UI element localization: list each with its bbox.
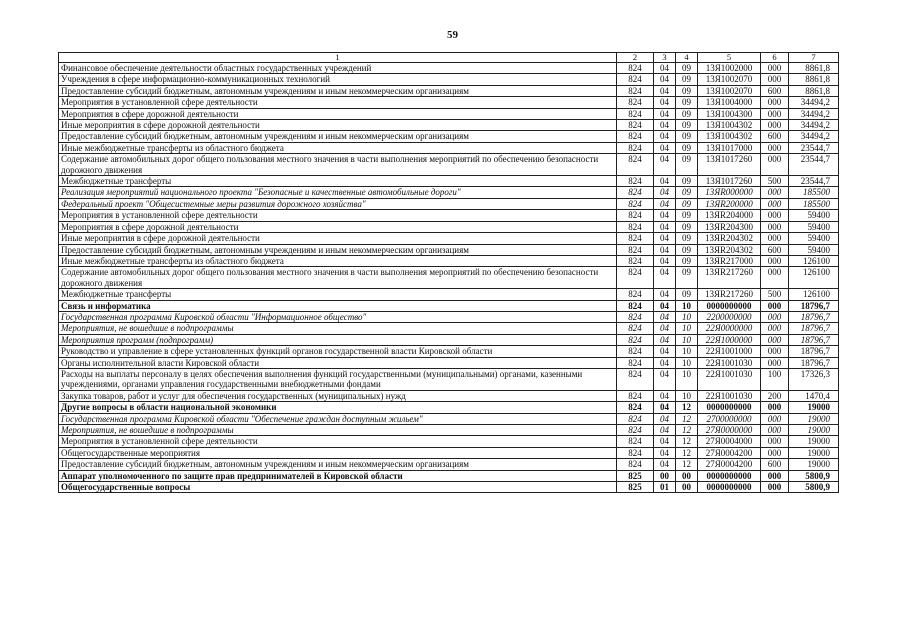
column-header: 3 <box>654 53 676 63</box>
row-name-cell: Предоставление субсидий бюджетным, автономным учреждениям и иным некоммерческим организациям <box>59 85 617 96</box>
row-ministry-code-cell: 824 <box>617 108 654 119</box>
row-name-cell: Мероприятия в сфере дорожной деятельности <box>59 108 617 119</box>
row-ministry-code-cell: 824 <box>617 221 654 232</box>
row-section-code-cell: 04 <box>654 142 676 153</box>
row-subsection-code-cell: 12 <box>676 447 698 458</box>
row-ministry-code-cell: 824 <box>617 154 654 176</box>
table-row <box>59 187 839 198</box>
row-expense-type-cell: 000 <box>761 425 789 436</box>
table-row <box>59 108 839 119</box>
row-section-code-cell: 04 <box>654 413 676 424</box>
table-row <box>59 198 839 209</box>
row-name-cell: Предоставление субсидий бюджетным, автономным учреждениям и иным некоммерческим организациям <box>59 131 617 142</box>
row-amount-cell: 34494,2 <box>789 120 839 131</box>
row-expense-type-cell: 000 <box>761 436 789 447</box>
row-target-article-cell: 13Я1004300 <box>698 108 761 119</box>
row-target-article-cell: 13Я1004302 <box>698 131 761 142</box>
row-target-article-cell: 13Я1002070 <box>698 74 761 85</box>
row-target-article-cell: 13ЯR204302 <box>698 233 761 244</box>
table-row <box>59 267 839 289</box>
column-header: 2 <box>617 53 654 63</box>
row-section-code-cell: 04 <box>654 154 676 176</box>
row-target-article-cell: 13ЯR204302 <box>698 244 761 255</box>
row-expense-type-cell: 000 <box>761 482 789 493</box>
row-section-code-cell: 01 <box>654 482 676 493</box>
row-subsection-code-cell: 12 <box>676 459 698 470</box>
row-target-article-cell: 13Я1002000 <box>698 63 761 74</box>
row-name-cell: Мероприятия в установленной сфере деятельности <box>59 97 617 108</box>
row-subsection-code-cell: 00 <box>676 470 698 481</box>
row-section-code-cell: 04 <box>654 120 676 131</box>
row-subsection-code-cell: 00 <box>676 482 698 493</box>
row-name-cell: Иные мероприятия в сфере дорожной деятельности <box>59 233 617 244</box>
row-target-article-cell: 13Я1002070 <box>698 85 761 96</box>
row-subsection-code-cell: 10 <box>676 346 698 357</box>
row-expense-type-cell: 000 <box>761 108 789 119</box>
table-row <box>59 402 839 413</box>
row-target-article-cell: 13ЯR217000 <box>698 255 761 266</box>
row-subsection-code-cell: 10 <box>676 357 698 368</box>
row-subsection-code-cell: 10 <box>676 368 698 390</box>
table-row <box>59 131 839 142</box>
row-amount-cell: 59400 <box>789 210 839 221</box>
row-ministry-code-cell: 824 <box>617 198 654 209</box>
row-expense-type-cell: 100 <box>761 368 789 390</box>
row-expense-type-cell: 000 <box>761 447 789 458</box>
row-amount-cell: 19000 <box>789 447 839 458</box>
row-ministry-code-cell: 824 <box>617 368 654 390</box>
row-section-code-cell: 04 <box>654 108 676 119</box>
row-ministry-code-cell: 824 <box>617 323 654 334</box>
row-expense-type-cell: 000 <box>761 233 789 244</box>
row-amount-cell: 18796,7 <box>789 346 839 357</box>
row-name-cell: Государственная программа Кировской области "Информационное общество" <box>59 311 617 322</box>
row-target-article-cell: 13Я1004000 <box>698 97 761 108</box>
row-section-code-cell: 04 <box>654 97 676 108</box>
row-expense-type-cell: 600 <box>761 85 789 96</box>
row-subsection-code-cell: 12 <box>676 425 698 436</box>
row-subsection-code-cell: 09 <box>676 176 698 187</box>
row-subsection-code-cell: 10 <box>676 311 698 322</box>
row-subsection-code-cell: 09 <box>676 233 698 244</box>
row-subsection-code-cell: 09 <box>676 154 698 176</box>
table-row <box>59 210 839 221</box>
row-expense-type-cell: 000 <box>761 142 789 153</box>
row-expense-type-cell: 000 <box>761 97 789 108</box>
table-row <box>59 368 839 390</box>
row-expense-type-cell: 500 <box>761 289 789 300</box>
row-name-cell: Связь и информатика <box>59 300 617 311</box>
row-name-cell: Мероприятия в сфере дорожной деятельности <box>59 221 617 232</box>
row-amount-cell: 1470,4 <box>789 390 839 401</box>
row-amount-cell: 34494,2 <box>789 131 839 142</box>
row-subsection-code-cell: 10 <box>676 300 698 311</box>
row-expense-type-cell: 500 <box>761 176 789 187</box>
row-section-code-cell: 04 <box>654 346 676 357</box>
table-row <box>59 470 839 481</box>
row-target-article-cell: 13Я1017260 <box>698 176 761 187</box>
row-amount-cell: 23544,7 <box>789 154 839 176</box>
row-expense-type-cell: 000 <box>761 470 789 481</box>
row-expense-type-cell: 000 <box>761 120 789 131</box>
row-expense-type-cell: 000 <box>761 357 789 368</box>
row-name-cell: Иные межбюджетные трансферты из областного бюджета <box>59 142 617 153</box>
row-section-code-cell: 04 <box>654 459 676 470</box>
column-header: 7 <box>789 53 839 63</box>
row-target-article-cell: 22Я1001030 <box>698 390 761 401</box>
row-ministry-code-cell: 824 <box>617 436 654 447</box>
row-expense-type-cell: 000 <box>761 255 789 266</box>
row-target-article-cell: 13ЯR204000 <box>698 210 761 221</box>
row-expense-type-cell: 000 <box>761 63 789 74</box>
row-target-article-cell: 27Я0004200 <box>698 447 761 458</box>
row-name-cell: Общегосударственные вопросы <box>59 482 617 493</box>
row-subsection-code-cell: 12 <box>676 436 698 447</box>
row-ministry-code-cell: 824 <box>617 210 654 221</box>
row-section-code-cell: 04 <box>654 357 676 368</box>
row-expense-type-cell: 000 <box>761 402 789 413</box>
row-name-cell: Мероприятия программ (подпрограмм) <box>59 334 617 345</box>
row-target-article-cell: 27Я0004200 <box>698 459 761 470</box>
row-section-code-cell: 04 <box>654 267 676 289</box>
table-row <box>59 221 839 232</box>
row-subsection-code-cell: 09 <box>676 142 698 153</box>
row-target-article-cell: 27Я0000000 <box>698 425 761 436</box>
row-subsection-code-cell: 10 <box>676 323 698 334</box>
row-section-code-cell: 04 <box>654 368 676 390</box>
row-ministry-code-cell: 825 <box>617 470 654 481</box>
row-target-article-cell: 0000000000 <box>698 482 761 493</box>
row-subsection-code-cell: 09 <box>676 210 698 221</box>
row-target-article-cell: 13Я1004302 <box>698 120 761 131</box>
table-row <box>59 289 839 300</box>
row-amount-cell: 8861,8 <box>789 85 839 96</box>
table-row <box>59 482 839 493</box>
table-row <box>59 244 839 255</box>
row-amount-cell: 8861,8 <box>789 63 839 74</box>
table-row <box>59 413 839 424</box>
row-subsection-code-cell: 10 <box>676 390 698 401</box>
row-ministry-code-cell: 824 <box>617 289 654 300</box>
row-target-article-cell: 13ЯR204300 <box>698 221 761 232</box>
row-amount-cell: 23544,7 <box>789 176 839 187</box>
row-target-article-cell: 22Я1000000 <box>698 334 761 345</box>
table-row <box>59 459 839 470</box>
row-ministry-code-cell: 824 <box>617 402 654 413</box>
row-amount-cell: 59400 <box>789 221 839 232</box>
row-ministry-code-cell: 824 <box>617 85 654 96</box>
row-name-cell: Другие вопросы в области национальной экономики <box>59 402 617 413</box>
row-target-article-cell: 13Я1017260 <box>698 154 761 176</box>
row-name-cell: Содержание автомобильных дорог общего пользования местного значения в части выполнения мероприятий по обеспечению безопасности дорожного движения <box>59 154 617 176</box>
row-expense-type-cell: 000 <box>761 74 789 85</box>
row-section-code-cell: 04 <box>654 131 676 142</box>
row-expense-type-cell: 000 <box>761 413 789 424</box>
row-subsection-code-cell: 09 <box>676 198 698 209</box>
row-amount-cell: 34494,2 <box>789 97 839 108</box>
row-target-article-cell: 0000000000 <box>698 300 761 311</box>
row-expense-type-cell: 000 <box>761 334 789 345</box>
row-target-article-cell: 0000000000 <box>698 402 761 413</box>
row-subsection-code-cell: 09 <box>676 85 698 96</box>
row-subsection-code-cell: 09 <box>676 244 698 255</box>
row-name-cell: Учреждения в сфере информационно-коммуникационных технологий <box>59 74 617 85</box>
row-section-code-cell: 04 <box>654 300 676 311</box>
row-ministry-code-cell: 824 <box>617 63 654 74</box>
row-subsection-code-cell: 09 <box>676 255 698 266</box>
row-amount-cell: 17326,3 <box>789 368 839 390</box>
row-expense-type-cell: 000 <box>761 300 789 311</box>
table-row <box>59 323 839 334</box>
row-amount-cell: 185500 <box>789 198 839 209</box>
row-ministry-code-cell: 824 <box>617 311 654 322</box>
row-amount-cell: 34494,2 <box>789 108 839 119</box>
row-amount-cell: 8861,8 <box>789 74 839 85</box>
row-subsection-code-cell: 09 <box>676 74 698 85</box>
table-row <box>59 390 839 401</box>
row-ministry-code-cell: 824 <box>617 390 654 401</box>
row-section-code-cell: 04 <box>654 334 676 345</box>
row-subsection-code-cell: 09 <box>676 120 698 131</box>
table-row <box>59 300 839 311</box>
row-ministry-code-cell: 824 <box>617 413 654 424</box>
row-amount-cell: 5800,9 <box>789 470 839 481</box>
row-section-code-cell: 04 <box>654 402 676 413</box>
row-name-cell: Закупка товаров, работ и услуг для обеспечения государственных (муниципальных) нужд <box>59 390 617 401</box>
row-section-code-cell: 04 <box>654 323 676 334</box>
table-row <box>59 97 839 108</box>
table-row <box>59 447 839 458</box>
row-section-code-cell: 04 <box>654 210 676 221</box>
row-target-article-cell: 0000000000 <box>698 470 761 481</box>
column-header: 1 <box>59 53 617 63</box>
row-expense-type-cell: 000 <box>761 221 789 232</box>
row-subsection-code-cell: 09 <box>676 131 698 142</box>
row-amount-cell: 59400 <box>789 233 839 244</box>
row-section-code-cell: 04 <box>654 447 676 458</box>
page-number: 59 <box>447 29 458 41</box>
row-amount-cell: 59400 <box>789 244 839 255</box>
row-ministry-code-cell: 824 <box>617 120 654 131</box>
row-amount-cell: 126100 <box>789 255 839 266</box>
row-target-article-cell: 13ЯR217260 <box>698 289 761 300</box>
row-name-cell: Руководство и управление в сфере установленных функций органов государственной власти Кировской области <box>59 346 617 357</box>
table-row <box>59 425 839 436</box>
row-target-article-cell: 22Я1001030 <box>698 357 761 368</box>
row-name-cell: Межбюджетные трансферты <box>59 176 617 187</box>
row-section-code-cell: 04 <box>654 176 676 187</box>
row-ministry-code-cell: 824 <box>617 176 654 187</box>
row-expense-type-cell: 000 <box>761 323 789 334</box>
row-name-cell: Федеральный проект "Общесистемные меры развития дорожного хозяйства" <box>59 198 617 209</box>
row-ministry-code-cell: 824 <box>617 244 654 255</box>
table-row <box>59 436 839 447</box>
table-row <box>59 154 839 176</box>
row-subsection-code-cell: 09 <box>676 187 698 198</box>
row-amount-cell: 19000 <box>789 436 839 447</box>
row-section-code-cell: 04 <box>654 436 676 447</box>
row-ministry-code-cell: 824 <box>617 334 654 345</box>
row-expense-type-cell: 600 <box>761 131 789 142</box>
row-subsection-code-cell: 09 <box>676 108 698 119</box>
row-amount-cell: 18796,7 <box>789 311 839 322</box>
row-ministry-code-cell: 824 <box>617 459 654 470</box>
table-row <box>59 233 839 244</box>
row-subsection-code-cell: 09 <box>676 97 698 108</box>
row-amount-cell: 19000 <box>789 413 839 424</box>
row-amount-cell: 19000 <box>789 402 839 413</box>
row-subsection-code-cell: 12 <box>676 402 698 413</box>
row-name-cell: Иные межбюджетные трансферты из областного бюджета <box>59 255 617 266</box>
row-amount-cell: 18796,7 <box>789 334 839 345</box>
row-section-code-cell: 04 <box>654 63 676 74</box>
row-name-cell: Содержание автомобильных дорог общего пользования местного значения в части выполнения мероприятий по обеспечению безопасности дорожного движения <box>59 267 617 289</box>
row-target-article-cell: 2700000000 <box>698 413 761 424</box>
row-section-code-cell: 04 <box>654 187 676 198</box>
row-section-code-cell: 04 <box>654 289 676 300</box>
row-amount-cell: 18796,7 <box>789 300 839 311</box>
table-row <box>59 120 839 131</box>
row-amount-cell: 18796,7 <box>789 323 839 334</box>
row-target-article-cell: 22Я0000000 <box>698 323 761 334</box>
row-ministry-code-cell: 824 <box>617 447 654 458</box>
row-name-cell: Финансовое обеспечение деятельности областных государственных учреждений <box>59 63 617 74</box>
row-name-cell: Межбюджетные трансферты <box>59 289 617 300</box>
row-name-cell: Расходы на выплаты персоналу в целях обеспечения выполнения функций государственными (муниципальными) органами, казенными учреждениями, органами управления государственными внебюджетными фондами <box>59 368 617 390</box>
column-header: 5 <box>698 53 761 63</box>
table-row <box>59 346 839 357</box>
row-section-code-cell: 04 <box>654 255 676 266</box>
row-name-cell: Мероприятия в установленной сфере деятельности <box>59 210 617 221</box>
row-amount-cell: 185500 <box>789 187 839 198</box>
row-ministry-code-cell: 824 <box>617 425 654 436</box>
table-row <box>59 142 839 153</box>
table-row <box>59 357 839 368</box>
table-row <box>59 85 839 96</box>
row-ministry-code-cell: 824 <box>617 142 654 153</box>
row-ministry-code-cell: 824 <box>617 233 654 244</box>
row-name-cell: Мероприятия, не вошедшие в подпрограммы <box>59 425 617 436</box>
row-name-cell: Мероприятия, не вошедшие в подпрограммы <box>59 323 617 334</box>
row-amount-cell: 5800,9 <box>789 482 839 493</box>
row-expense-type-cell: 000 <box>761 154 789 176</box>
row-ministry-code-cell: 824 <box>617 300 654 311</box>
table-row <box>59 311 839 322</box>
row-amount-cell: 126100 <box>789 289 839 300</box>
row-target-article-cell: 13Я1017000 <box>698 142 761 153</box>
row-section-code-cell: 04 <box>654 74 676 85</box>
table-row <box>59 255 839 266</box>
row-ministry-code-cell: 825 <box>617 482 654 493</box>
row-subsection-code-cell: 09 <box>676 267 698 289</box>
row-subsection-code-cell: 09 <box>676 289 698 300</box>
row-name-cell: Мероприятия в установленной сфере деятельности <box>59 436 617 447</box>
table-row <box>59 63 839 74</box>
row-section-code-cell: 04 <box>654 233 676 244</box>
table-header-row <box>59 53 839 63</box>
row-section-code-cell: 04 <box>654 311 676 322</box>
column-header: 6 <box>761 53 789 63</box>
row-expense-type-cell: 000 <box>761 346 789 357</box>
row-name-cell: Органы исполнительной власти Кировской области <box>59 357 617 368</box>
row-ministry-code-cell: 824 <box>617 267 654 289</box>
row-ministry-code-cell: 824 <box>617 74 654 85</box>
row-name-cell: Общегосударственные мероприятия <box>59 447 617 458</box>
budget-table <box>58 52 839 493</box>
row-expense-type-cell: 000 <box>761 267 789 289</box>
row-amount-cell: 19000 <box>789 425 839 436</box>
row-section-code-cell: 04 <box>654 425 676 436</box>
column-header: 4 <box>676 53 698 63</box>
table-row <box>59 176 839 187</box>
row-ministry-code-cell: 824 <box>617 187 654 198</box>
row-name-cell: Аппарат уполномоченного по защите прав предпринимателей в Кировской области <box>59 470 617 481</box>
row-amount-cell: 126100 <box>789 267 839 289</box>
row-ministry-code-cell: 824 <box>617 131 654 142</box>
row-ministry-code-cell: 824 <box>617 97 654 108</box>
table-row <box>59 74 839 85</box>
row-name-cell: Предоставление субсидий бюджетным, автономным учреждениям и иным некоммерческим организациям <box>59 459 617 470</box>
row-name-cell: Иные мероприятия в сфере дорожной деятельности <box>59 120 617 131</box>
row-name-cell: Государственная программа Кировской области "Обеспечение граждан доступным жильем" <box>59 413 617 424</box>
row-expense-type-cell: 600 <box>761 459 789 470</box>
row-subsection-code-cell: 09 <box>676 221 698 232</box>
row-expense-type-cell: 000 <box>761 198 789 209</box>
row-expense-type-cell: 000 <box>761 311 789 322</box>
row-expense-type-cell: 000 <box>761 210 789 221</box>
row-ministry-code-cell: 824 <box>617 346 654 357</box>
row-section-code-cell: 04 <box>654 244 676 255</box>
row-ministry-code-cell: 824 <box>617 357 654 368</box>
row-amount-cell: 18796,7 <box>789 357 839 368</box>
row-target-article-cell: 22Я1001030 <box>698 368 761 390</box>
row-section-code-cell: 04 <box>654 390 676 401</box>
row-target-article-cell: 13ЯR217260 <box>698 267 761 289</box>
row-section-code-cell: 00 <box>654 470 676 481</box>
row-expense-type-cell: 000 <box>761 187 789 198</box>
row-name-cell: Реализация мероприятий национального проекта "Безопасные и качественные автомобильные дороги" <box>59 187 617 198</box>
row-target-article-cell: 27Я0004000 <box>698 436 761 447</box>
row-subsection-code-cell: 10 <box>676 334 698 345</box>
row-expense-type-cell: 200 <box>761 390 789 401</box>
row-subsection-code-cell: 12 <box>676 413 698 424</box>
table-row <box>59 334 839 345</box>
row-target-article-cell: 22Я1001000 <box>698 346 761 357</box>
row-expense-type-cell: 600 <box>761 244 789 255</box>
row-ministry-code-cell: 824 <box>617 255 654 266</box>
row-target-article-cell: 13ЯR000000 <box>698 187 761 198</box>
row-section-code-cell: 04 <box>654 85 676 96</box>
row-target-article-cell: 13ЯR200000 <box>698 198 761 209</box>
row-target-article-cell: 2200000000 <box>698 311 761 322</box>
row-amount-cell: 19000 <box>789 459 839 470</box>
row-name-cell: Предоставление субсидий бюджетным, автономным учреждениям и иным некоммерческим организациям <box>59 244 617 255</box>
row-section-code-cell: 04 <box>654 221 676 232</box>
row-amount-cell: 23544,7 <box>789 142 839 153</box>
row-subsection-code-cell: 09 <box>676 63 698 74</box>
row-section-code-cell: 04 <box>654 198 676 209</box>
